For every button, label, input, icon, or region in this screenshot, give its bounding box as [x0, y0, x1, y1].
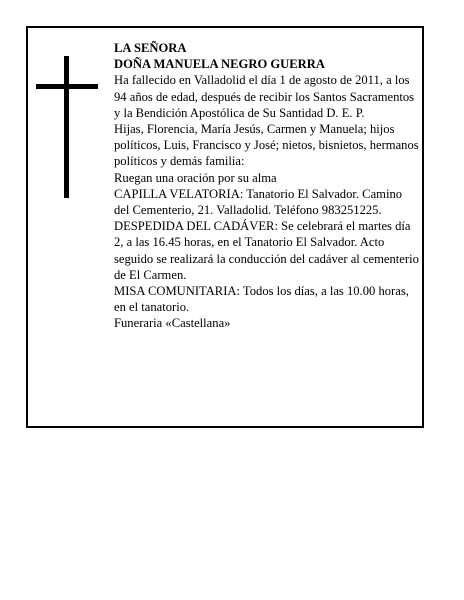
- notice-title: LA SEÑORA: [114, 41, 187, 55]
- prayer-request: Ruegan una oración por su alma: [114, 170, 277, 185]
- deceased-name: DOÑA MANUELA NEGRO GUERRA: [114, 57, 325, 72]
- notice-text: [114, 40, 420, 332]
- wake-chapel-info: CAPILLA VELATORIA: Tanatorio El Salvador. Camino del Cementerio, 21. Valladolid. Teléfono 983251225.: [114, 186, 403, 218]
- family-list: Hijas, Florencia, María Jesús, Carmen y Manuela; hijos políticos, Luis, Francisco y José; nietos, bisnietos, hermanos políticos y demás familia:: [114, 122, 419, 169]
- community-mass-info: MISA COMUNITARIA: Todos los días, a las 10.00 horas, en el tanatorio.: [114, 284, 409, 315]
- cross-horizontal-bar: [36, 84, 98, 89]
- death-announcement: Ha fallecido en Valladolid el día 1 de agosto de 2011, a los 94 años de edad, después de recibir los Santos Sacramentos y la Bendición Apostólica de Su Santidad D. E. P.: [114, 73, 415, 120]
- funeral-home: Funeraria «Castellana»: [114, 316, 231, 331]
- cross-icon: [36, 56, 98, 198]
- farewell-info: DESPEDIDA DEL CADÁVER: Se celebrará el martes día 2, a las 16.45 horas, en el Tanatorio El Salvador. Acto seguido se realizará la conducción del cadáver al cementerio de El Carmen.: [114, 219, 419, 282]
- cross-vertical-bar: [64, 56, 69, 198]
- obituary-notice: [26, 26, 424, 428]
